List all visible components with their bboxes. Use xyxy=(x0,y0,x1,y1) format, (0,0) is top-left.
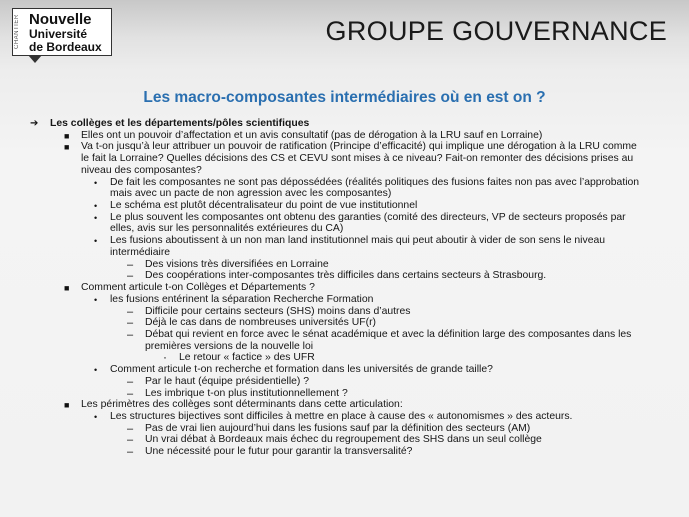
body-text-line: Pas de vrai lien aujourd’hui dans les fusions sauf par la définition des secteurs (AM) xyxy=(145,422,531,434)
logo-line-2: Université xyxy=(29,27,88,41)
bullet-marker: • xyxy=(94,412,98,422)
bullet-marker: – xyxy=(127,387,134,400)
body-text-line: Les structures bijectives sont difficiles à mettre en place à cause des « autonomismes » des acteurs. xyxy=(110,411,573,422)
body-text-line: le fait la Lorraine? Quelles décisions des CS et CEVU sont mises à ce niveau? Fait-on remonter des décisions prises au xyxy=(81,153,634,165)
bullet-marker: – xyxy=(127,434,134,447)
body-text-line: elles, avis sur les personnalités extérieures du CA) xyxy=(110,223,344,235)
bullet-marker: – xyxy=(127,446,134,459)
body-text-line: Des coopérations inter-composantes très difficiles dans certains secteurs à Strasbourg. xyxy=(145,270,547,282)
slide-title: GROUPE GOUVERNANCE xyxy=(325,16,667,46)
bullet-marker: – xyxy=(127,422,134,435)
logo-vertical-text: CHANTIER xyxy=(14,14,20,50)
bullet-marker: ■ xyxy=(64,283,70,294)
bullet-marker: • xyxy=(94,201,98,212)
bullet-marker: – xyxy=(127,270,134,283)
bullet-marker: – xyxy=(127,258,134,271)
body-text-line: Débat qui revient en force avec le sénat académique et avec la définition large des composantes dans les xyxy=(145,328,632,340)
bullet-marker: • xyxy=(94,212,98,223)
bullet-marker: • xyxy=(94,177,98,188)
logo-line-3: de Bordeaux xyxy=(29,40,102,54)
bullet-marker: • xyxy=(94,294,98,305)
bullet-marker: ■ xyxy=(64,142,70,153)
body-text-line: Va t-on jusqu’à leur attribuer un pouvoir de ratification (Principe d’efficacité) qui implique une dérogation à la LRU comme xyxy=(81,141,637,153)
body-text-line: les fusions entérinent la séparation Recherche Formation xyxy=(110,293,374,305)
bullet-marker: ➔ xyxy=(30,118,39,129)
body-text-line: intermédiaire xyxy=(110,246,171,258)
bullet-marker: – xyxy=(127,328,134,341)
logo-line-1: Nouvelle xyxy=(29,11,92,28)
body-text-line: Comment articule t-on Collèges et Départements ? xyxy=(81,282,315,294)
body-text-line: Difficile pour certains secteurs (SHS) moins dans d’autres xyxy=(145,305,411,317)
bullet-marker: • xyxy=(94,236,98,247)
bullet-marker: · xyxy=(163,350,167,365)
body-text-line: Les périmètres des collèges sont déterminants dans cette articulation: xyxy=(81,399,403,411)
bullet-marker: • xyxy=(94,365,98,376)
body-text-line: mais avec un pacte de non agression avec les composantes) xyxy=(110,188,392,200)
body-text-line: Les fusions aboutissent à un non man land institutionnel mais qui peut aboutir à vider de son sens le niveau xyxy=(110,235,606,247)
body-text-line: premières versions de la nouvelle loi xyxy=(145,340,314,352)
university-logo xyxy=(12,8,112,56)
bullet-marker: – xyxy=(127,375,134,388)
body-text-line: Déjà le cas dans de nombreuses universités UF(r) xyxy=(145,317,376,329)
bullet-marker: – xyxy=(127,305,134,318)
slide-subtitle: Les macro-composantes intermédiaires où en est on ? xyxy=(143,89,546,106)
body-text-line: Le retour « factice » des UFR xyxy=(179,352,315,364)
body-text-line: Un vrai débat à Bordeaux mais échec du regroupement des SHS dans un seul collège xyxy=(145,434,542,446)
body-text-line: Comment articule t-on recherche et formation dans les universités de grande taille? xyxy=(110,364,493,376)
body-text-line: Elles ont un pouvoir d’affectation et un avis consultatif (pas de dérogation à la LRU sauf en Lorraine) xyxy=(81,129,543,141)
body-text-line: Par le haut (équipe présidentielle) ? xyxy=(145,375,310,387)
bullet-marker: ■ xyxy=(64,130,70,141)
section-heading: Les collèges et les départements/pôles scientifiques xyxy=(50,118,310,129)
body-text-line: Une nécessité pour le futur pour garantir la transversalité? xyxy=(145,446,413,458)
logo-pointer xyxy=(28,55,42,63)
body-text-line: Le plus souvent les composantes ont obtenu des garanties (comité des directeurs, VP de secteurs proposés par xyxy=(110,211,626,223)
body-text-line: Les imbrique t-on plus institutionnellement ? xyxy=(145,387,348,399)
bullet-marker: ■ xyxy=(64,400,70,411)
bullet-marker: – xyxy=(127,317,134,330)
body-text-line: De fait les composantes ne sont pas dépossédées (réalités politiques des fusions faites non pas avec l’approbation xyxy=(110,176,640,188)
body-text-line: Des visions très diversifiées en Lorraine xyxy=(145,258,329,270)
body-text-line: Le schéma est plutôt décentralisateur du point de vue institutionnel xyxy=(110,200,418,212)
body-text-line: niveau des composantes? xyxy=(81,164,202,176)
